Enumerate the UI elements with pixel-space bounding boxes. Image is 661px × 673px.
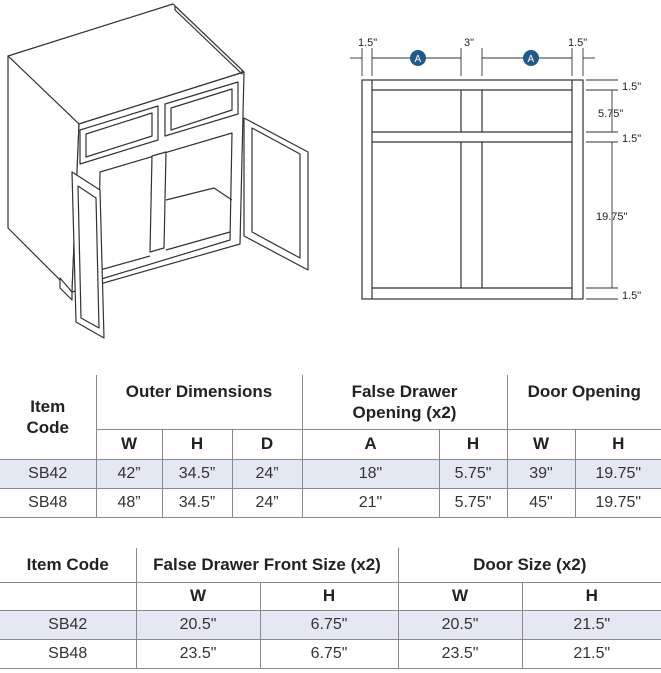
false-drawer-opening-header: False Drawer Opening (x2)	[302, 375, 507, 429]
table-cell: 24”	[232, 459, 302, 488]
table-cell: 21"	[302, 488, 439, 517]
top-dimension-lines	[350, 48, 595, 76]
side-dim-door-label: 19.75"	[596, 211, 628, 223]
table-cell: 23.5"	[136, 639, 260, 668]
sub-header-outer-h: H	[162, 429, 232, 459]
sub-header-door-w: W	[507, 429, 575, 459]
top-dim-right-label: 1.5"	[568, 37, 588, 49]
table-cell: 48”	[96, 488, 162, 517]
table-cell: 24”	[232, 488, 302, 517]
table-cell: 6.75"	[260, 610, 398, 639]
sub-header-false-a: A	[302, 429, 439, 459]
table-cell: 6.75"	[260, 639, 398, 668]
cabinet-illustration	[8, 4, 308, 338]
table-cell: 19.75"	[575, 488, 661, 517]
side-dim-drawer-label: 5.75"	[598, 108, 624, 120]
table-cell: 45"	[507, 488, 575, 517]
face-frame-elevation	[362, 80, 583, 299]
door-size-header: Door Size (x2)	[398, 548, 661, 582]
table-row	[0, 488, 661, 517]
dimension-a-badge-right	[523, 50, 539, 66]
item-code-cell: SB42	[0, 610, 136, 639]
table-cell: 21.5"	[522, 610, 661, 639]
item-code-header: Item Code	[26, 555, 109, 575]
side-dim-bottom-rail-label: 1.5"	[622, 290, 642, 302]
top-dim-center-label: 3"	[464, 37, 475, 49]
table-cell: 34.5”	[162, 459, 232, 488]
item-code-header: Item Code	[26, 396, 69, 437]
table-row	[0, 610, 661, 639]
table-cell: 23.5"	[398, 639, 522, 668]
sub-header-door-w: W	[398, 582, 522, 610]
table-cell: 5.75"	[439, 488, 507, 517]
svg-text:A: A	[527, 54, 535, 65]
table-cell: 20.5"	[398, 610, 522, 639]
table-cell: 5.75"	[439, 459, 507, 488]
outer-dimensions-header: Outer Dimensions	[96, 375, 302, 429]
door-opening-header: Door Opening	[507, 375, 661, 429]
item-code-cell: SB42	[0, 459, 96, 488]
sub-header-false-h: H	[439, 429, 507, 459]
table-cell: 34.5”	[162, 488, 232, 517]
sub-header-outer-d: D	[232, 429, 302, 459]
svg-text:A: A	[414, 54, 422, 65]
side-dim-top-rail-label: 1.5"	[622, 81, 642, 93]
table-cell: 18"	[302, 459, 439, 488]
table-row	[0, 639, 661, 668]
table-cell: 20.5"	[136, 610, 260, 639]
sub-header-outer-w: W	[96, 429, 162, 459]
sub-header-front-h: H	[260, 582, 398, 610]
table-cell: 39"	[507, 459, 575, 488]
dimension-a-badge-left	[410, 50, 426, 66]
item-code-cell: SB48	[0, 639, 136, 668]
table-cell: 19.75"	[575, 459, 661, 488]
sub-header-front-w: W	[136, 582, 260, 610]
table-cell: 42”	[96, 459, 162, 488]
top-dim-left-label: 1.5"	[358, 37, 378, 49]
item-code-cell: SB48	[0, 488, 96, 517]
sub-header-door-h: H	[575, 429, 661, 459]
table-row	[0, 459, 661, 488]
sub-header-door-h: H	[522, 582, 661, 610]
dimensions-table	[0, 375, 661, 518]
sizes-table	[0, 548, 661, 669]
table-cell: 21.5"	[522, 639, 661, 668]
false-drawer-front-size-header: False Drawer Front Size (x2)	[136, 548, 398, 582]
side-dim-mid-rail-label: 1.5"	[622, 133, 642, 145]
